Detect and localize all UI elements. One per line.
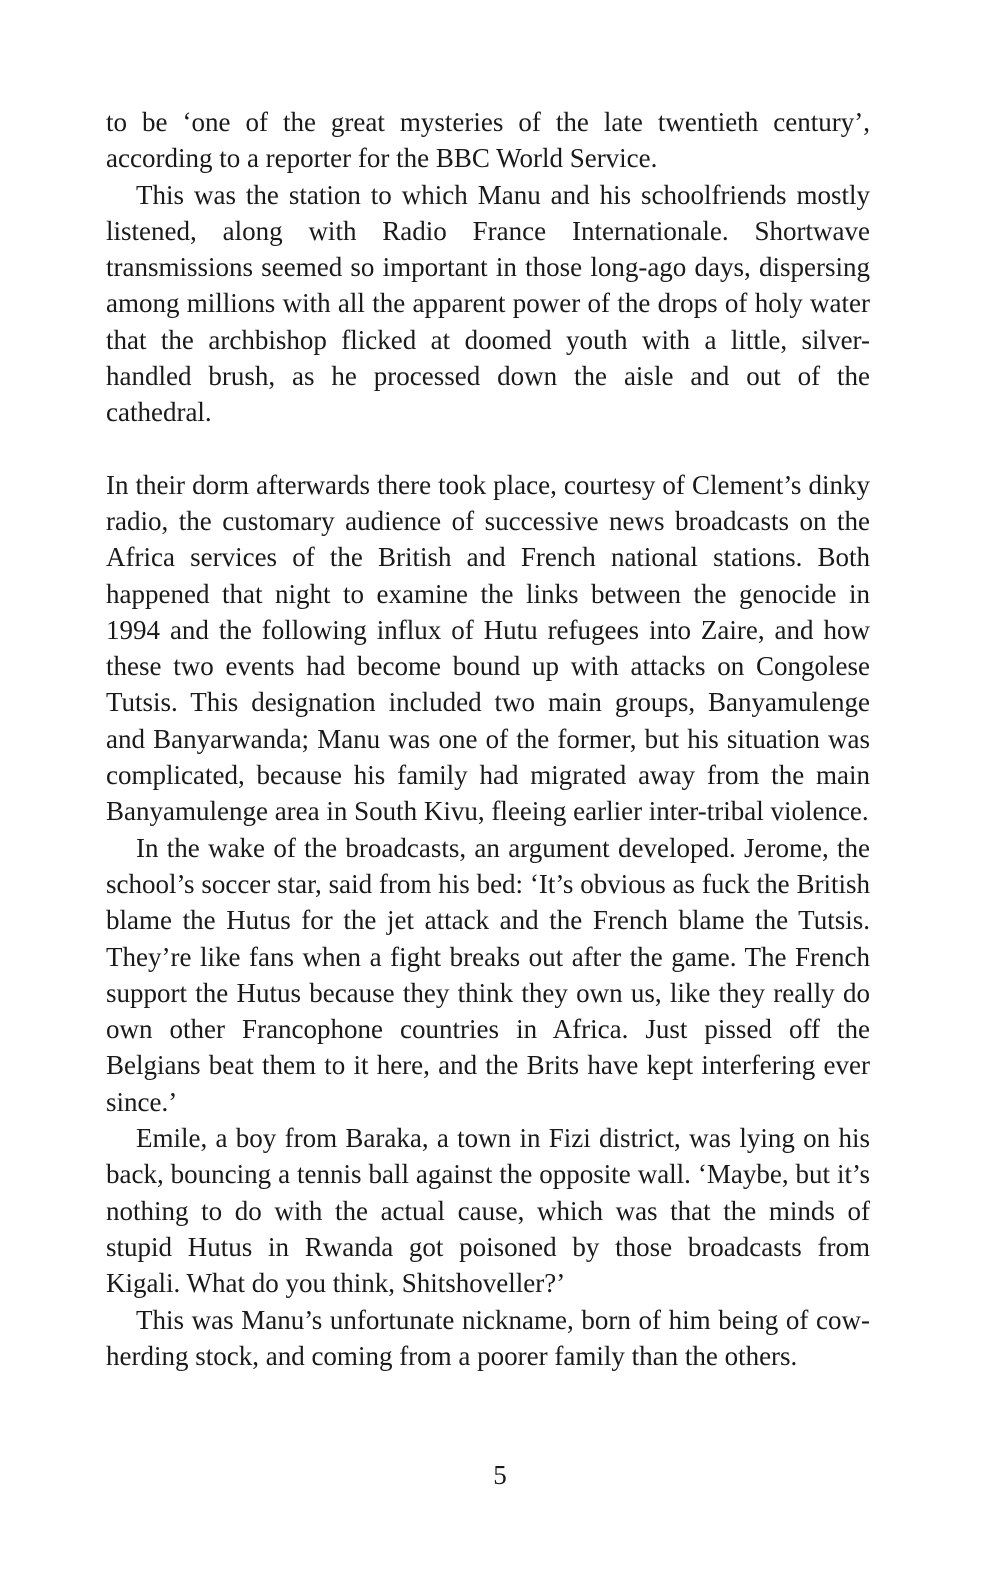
paragraph-continued: to be ‘one of the great mysteries of the late twentieth century’, according to a reporter for the BBC World Service. bbox=[106, 107, 870, 174]
page-number: 5 bbox=[493, 1460, 507, 1490]
paragraph-jerome-argument: In the wake of the broadcasts, an argument developed. Jerome, the school’s soccer star, said from his bed: ‘It’s obvious as fuck the British blame the Hutus for the jet attack and the French blame the Tutsis. They’re like fans when a fight breaks out after the game. The French support the Hutus because they think they own us, like they really do own other Francophone countries in Africa. Just pissed off the Belgians beat them to it here, and the Brits have kept interfering ever since.’ bbox=[106, 832, 870, 1117]
paragraph-radio-stations: This was the station to which Manu and his schoolfriends mostly listened, along with Radio France Internationale. Shortwave transmissions seemed so important in those long-ago days, dispersing among millions with all the apparent power of the drops of holy water that the archbishop flicked at doomed youth with a little, silver-handled brush, as he processed down the aisle and out of the cathedral. bbox=[106, 179, 870, 428]
paragraph-emile: Emile, a boy from Baraka, a town in Fizi district, was lying on his back, bouncing a tennis ball against the opposite wall. ‘Maybe, but it’s nothing to do with the actual cause, which was that the minds of stupid Hutus in Rwanda got poisoned by those broadcasts from Kigali. What do you think, Shitshoveller?’ bbox=[106, 1123, 870, 1299]
page-body bbox=[106, 104, 870, 1374]
paragraph-dorm-broadcasts: In their dorm afterwards there took place, courtesy of Clement’s dinky radio, the customary audience of successive news broadcasts on the Africa services of the British and French national stations. Both happened that night to examine the links between the genocide in 1994 and the following influx of Hutu refugees into Zaire, and how these two events had become bound up with attacks on Congolese Tutsis. This designation included two main groups, Banyamulenge and Banyarwanda; Manu was one of the former, but his situation was complicated, because his family had migrated away from the main Banyamulenge area in South Kivu, fleeing earlier inter-tribal violence. bbox=[106, 469, 870, 827]
paragraph-nickname: This was Manu’s unfortunate nickname, born of him being of cow-herding stock, and coming from a poorer family than the others. bbox=[106, 1304, 870, 1371]
